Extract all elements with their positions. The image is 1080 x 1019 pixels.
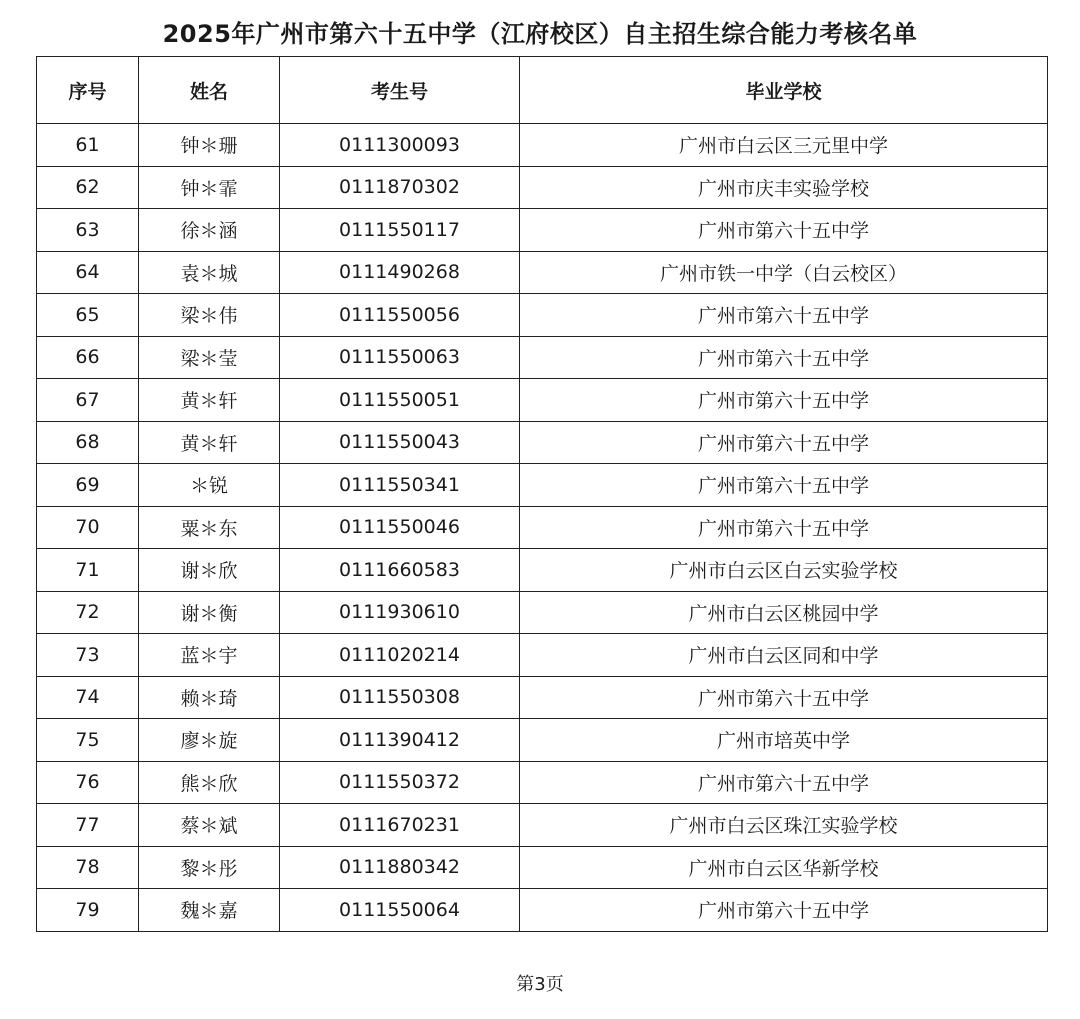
table-row [37, 294, 1048, 337]
cell-exam-number: 0111300093 [280, 124, 520, 167]
cell-index: 61 [37, 124, 139, 167]
cell-graduating-school: 广州市第六十五中学 [520, 889, 1048, 932]
cell-index: 74 [37, 676, 139, 719]
table-row [37, 676, 1048, 719]
cell-index: 75 [37, 719, 139, 762]
cell-exam-number: 0111550372 [280, 761, 520, 804]
cell-index: 63 [37, 209, 139, 252]
cell-name: 梁＊伟 [139, 294, 280, 337]
cell-name: 黎＊彤 [139, 846, 280, 889]
cell-graduating-school: 广州市第六十五中学 [520, 421, 1048, 464]
table-body [37, 124, 1048, 932]
cell-graduating-school: 广州市铁一中学（白云校区） [520, 251, 1048, 294]
cell-exam-number: 0111490268 [280, 251, 520, 294]
cell-name: 谢＊衡 [139, 591, 280, 634]
cell-index: 72 [37, 591, 139, 634]
table-row [37, 379, 1048, 422]
cell-name: 徐＊涵 [139, 209, 280, 252]
cell-name: 粟＊东 [139, 506, 280, 549]
table-header-row [37, 57, 1048, 124]
table-row [37, 251, 1048, 294]
table-row [37, 889, 1048, 932]
cell-index: 69 [37, 464, 139, 507]
column-header-exam-number: 考生号 [280, 57, 520, 124]
cell-exam-number: 0111550308 [280, 676, 520, 719]
cell-name: 熊＊欣 [139, 761, 280, 804]
table-row [37, 846, 1048, 889]
cell-graduating-school: 广州市白云区华新学校 [520, 846, 1048, 889]
cell-graduating-school: 广州市白云区三元里中学 [520, 124, 1048, 167]
cell-index: 79 [37, 889, 139, 932]
table-row [37, 124, 1048, 167]
cell-index: 64 [37, 251, 139, 294]
cell-index: 62 [37, 166, 139, 209]
cell-graduating-school: 广州市庆丰实验学校 [520, 166, 1048, 209]
document-title: 2025年广州市第六十五中学（江府校区）自主招生综合能力考核名单 [162, 20, 918, 48]
cell-name: 廖＊旋 [139, 719, 280, 762]
cell-name: 谢＊欣 [139, 549, 280, 592]
cell-name: ＊锐 [139, 464, 280, 507]
cell-graduating-school: 广州市白云区桃园中学 [520, 591, 1048, 634]
cell-index: 65 [37, 294, 139, 337]
cell-graduating-school: 广州市第六十五中学 [520, 379, 1048, 422]
cell-index: 78 [37, 846, 139, 889]
cell-name: 梁＊莹 [139, 336, 280, 379]
cell-index: 71 [37, 549, 139, 592]
cell-graduating-school: 广州市第六十五中学 [520, 336, 1048, 379]
cell-exam-number: 0111930610 [280, 591, 520, 634]
cell-name: 蔡＊斌 [139, 804, 280, 847]
cell-name: 蓝＊宇 [139, 634, 280, 677]
table-row [37, 421, 1048, 464]
table-row [37, 549, 1048, 592]
cell-name: 魏＊嘉 [139, 889, 280, 932]
column-header-index: 序号 [37, 57, 139, 124]
cell-index: 73 [37, 634, 139, 677]
cell-graduating-school: 广州市第六十五中学 [520, 676, 1048, 719]
cell-exam-number: 0111870302 [280, 166, 520, 209]
cell-name: 袁＊城 [139, 251, 280, 294]
table-row [37, 336, 1048, 379]
cell-index: 70 [37, 506, 139, 549]
cell-graduating-school: 广州市第六十五中学 [520, 294, 1048, 337]
cell-exam-number: 0111880342 [280, 846, 520, 889]
cell-graduating-school: 广州市第六十五中学 [520, 209, 1048, 252]
table-row [37, 166, 1048, 209]
cell-index: 77 [37, 804, 139, 847]
cell-name: 赖＊琦 [139, 676, 280, 719]
cell-exam-number: 0111550063 [280, 336, 520, 379]
table-row [37, 591, 1048, 634]
cell-exam-number: 0111670231 [280, 804, 520, 847]
cell-exam-number: 0111550043 [280, 421, 520, 464]
cell-exam-number: 0111390412 [280, 719, 520, 762]
cell-index: 76 [37, 761, 139, 804]
cell-exam-number: 0111550046 [280, 506, 520, 549]
cell-exam-number: 0111550051 [280, 379, 520, 422]
table-row [37, 506, 1048, 549]
cell-graduating-school: 广州市第六十五中学 [520, 464, 1048, 507]
cell-exam-number: 0111660583 [280, 549, 520, 592]
table-row [37, 804, 1048, 847]
cell-graduating-school: 广州市白云区白云实验学校 [520, 549, 1048, 592]
cell-name: 钟＊霏 [139, 166, 280, 209]
cell-index: 67 [37, 379, 139, 422]
table-row [37, 719, 1048, 762]
table-row [37, 761, 1048, 804]
cell-graduating-school: 广州市白云区同和中学 [520, 634, 1048, 677]
table-row [37, 464, 1048, 507]
cell-graduating-school: 广州市第六十五中学 [520, 761, 1048, 804]
cell-exam-number: 0111550056 [280, 294, 520, 337]
column-header-name: 姓名 [139, 57, 280, 124]
cell-graduating-school: 广州市白云区珠江实验学校 [520, 804, 1048, 847]
cell-name: 黄＊轩 [139, 421, 280, 464]
cell-graduating-school: 广州市第六十五中学 [520, 506, 1048, 549]
cell-index: 68 [37, 421, 139, 464]
table-row [37, 634, 1048, 677]
cell-name: 钟＊珊 [139, 124, 280, 167]
cell-exam-number: 0111020214 [280, 634, 520, 677]
cell-exam-number: 0111550341 [280, 464, 520, 507]
page-number: 第3页 [516, 974, 564, 995]
cell-exam-number: 0111550117 [280, 209, 520, 252]
table-row [37, 209, 1048, 252]
cell-index: 66 [37, 336, 139, 379]
column-header-graduating-school: 毕业学校 [520, 57, 1048, 124]
cell-name: 黄＊轩 [139, 379, 280, 422]
cell-exam-number: 0111550064 [280, 889, 520, 932]
candidate-table [36, 56, 1048, 932]
cell-graduating-school: 广州市培英中学 [520, 719, 1048, 762]
